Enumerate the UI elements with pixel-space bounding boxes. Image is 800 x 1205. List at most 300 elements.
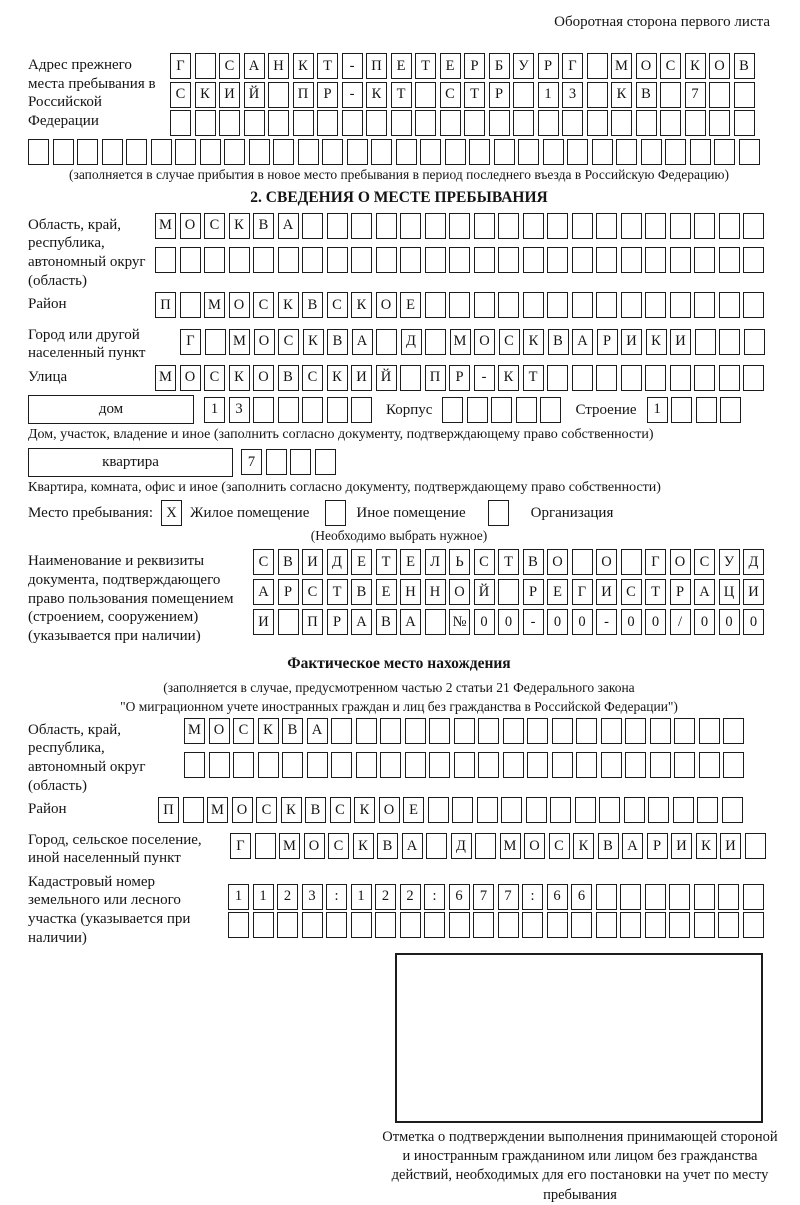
form-cell: С	[256, 797, 277, 823]
form-cell	[475, 833, 496, 859]
form-cell	[592, 139, 613, 165]
form-cell	[322, 139, 343, 165]
form-cell	[494, 139, 515, 165]
form-cell: Т	[376, 549, 397, 575]
form-cell	[596, 912, 617, 938]
form-cell	[219, 110, 240, 136]
form-cell	[474, 213, 495, 239]
form-cell	[645, 292, 666, 318]
form-cell: К	[611, 82, 632, 108]
prev-address-label: Адрес прежнего места пребывания в Российской Федерации	[28, 57, 156, 129]
form-cell: 3	[229, 397, 250, 423]
form-cell	[669, 912, 690, 938]
form-cell: Е	[403, 797, 424, 823]
form-cell: О	[547, 549, 568, 575]
form-cell	[709, 82, 730, 108]
form-cell: О	[229, 292, 250, 318]
form-cell: К	[258, 718, 279, 744]
form-cell: С	[660, 53, 681, 79]
form-cell: 0	[621, 609, 642, 635]
form-cell: 7	[685, 82, 706, 108]
apartment-caption: Квартира, комната, офис и иное (заполнить согласно документу, подтверждающему право собственности)	[28, 479, 661, 495]
form-cell	[425, 329, 446, 355]
form-cell: Р	[538, 53, 559, 79]
form-cell: М	[279, 833, 300, 859]
confirmation-mark-caption: Отметка о подтверждении выполнения принимающей стороной и иностранным гражданином или лицом без гражданства действий, необходимых для его постановки на учет по месту пребывания	[382, 1129, 778, 1203]
form-cell: -	[342, 82, 363, 108]
form-cell: 2	[277, 884, 298, 910]
form-cell: О	[709, 53, 730, 79]
form-cell: 0	[743, 609, 764, 635]
residence-label-dwelling: Жилое помещение	[190, 504, 310, 521]
form-cell: С	[474, 549, 495, 575]
form-cell	[674, 752, 695, 778]
form-cell	[331, 752, 352, 778]
form-cell	[625, 752, 646, 778]
form-cell: -	[474, 365, 495, 391]
form-cell: Т	[645, 579, 666, 605]
form-cell: В	[282, 718, 303, 744]
form-cell: Т	[415, 53, 436, 79]
form-cell	[317, 110, 338, 136]
form-cell	[690, 139, 711, 165]
stay-oblast-label: Область, край, республика, автономный округ (область)	[28, 216, 146, 289]
form-cell	[621, 247, 642, 273]
form-cell	[745, 833, 766, 859]
form-cell: Е	[391, 53, 412, 79]
form-cell: -	[523, 609, 544, 635]
residence-type-label: Место пребывания:	[28, 504, 153, 521]
actual-oblast-row-2	[184, 752, 744, 778]
form-cell: О	[379, 797, 400, 823]
form-cell: Р	[464, 53, 485, 79]
form-cell	[596, 365, 617, 391]
form-cell	[498, 247, 519, 273]
cadastre-block	[28, 870, 770, 947]
form-cell	[233, 752, 254, 778]
form-cell: Т	[464, 82, 485, 108]
form-cell	[645, 884, 666, 910]
form-cell	[621, 213, 642, 239]
form-cell	[268, 110, 289, 136]
form-cell	[669, 884, 690, 910]
form-cell: С	[440, 82, 461, 108]
form-cell	[253, 912, 274, 938]
actual-oblast-label: Область, край, республика, автономный округ (область)	[28, 721, 146, 794]
form-cell: :	[522, 884, 543, 910]
form-cell	[694, 213, 715, 239]
form-cell	[572, 247, 593, 273]
form-cell: 6	[571, 884, 592, 910]
form-cell	[151, 139, 172, 165]
form-cell	[567, 139, 588, 165]
form-cell	[426, 833, 447, 859]
form-cell: Н	[425, 579, 446, 605]
form-cell: :	[326, 884, 347, 910]
form-cell	[302, 912, 323, 938]
form-cell	[249, 139, 270, 165]
form-cell	[53, 139, 74, 165]
doc-row-1	[253, 549, 764, 575]
form-cell: Р	[647, 833, 668, 859]
actual-city-row	[230, 833, 766, 859]
actual-city-block	[28, 828, 770, 868]
form-cell: С	[302, 579, 323, 605]
form-cell: В	[523, 549, 544, 575]
actual-oblast-block	[28, 718, 770, 795]
form-cell	[734, 82, 755, 108]
form-cell: А	[352, 329, 373, 355]
form-cell	[518, 139, 539, 165]
form-cell: В	[253, 213, 274, 239]
form-cell: 1	[204, 397, 225, 423]
form-cell	[575, 797, 596, 823]
form-cell	[645, 365, 666, 391]
form-cell: С	[253, 292, 274, 318]
form-cell	[278, 609, 299, 635]
residence-checkbox-dwelling: X	[161, 500, 182, 526]
form-cell	[351, 213, 372, 239]
form-cell: 7	[473, 884, 494, 910]
form-cell	[723, 752, 744, 778]
form-cell	[204, 247, 225, 273]
form-cell	[380, 752, 401, 778]
form-cell: О	[209, 718, 230, 744]
form-cell	[513, 110, 534, 136]
form-cell: В	[376, 609, 397, 635]
stay-oblast-block	[28, 213, 770, 290]
form-cell: Р	[670, 579, 691, 605]
form-cell: П	[155, 292, 176, 318]
form-cell	[420, 139, 441, 165]
form-cell	[611, 110, 632, 136]
form-cell: Т	[391, 82, 412, 108]
form-cell	[576, 752, 597, 778]
form-cell	[720, 397, 741, 423]
sheet-side-note: Оборотная сторона первого листа	[554, 14, 770, 30]
form-cell: 0	[572, 609, 593, 635]
form-cell: Й	[376, 365, 397, 391]
form-cell	[552, 718, 573, 744]
form-cell	[673, 797, 694, 823]
form-cell	[376, 247, 397, 273]
cadastre-label: Кадастровый номер земельного или лесного участка (указывается при наличии)	[28, 873, 191, 946]
form-cell	[699, 752, 720, 778]
form-cell: О	[474, 329, 495, 355]
form-cell	[326, 912, 347, 938]
form-cell	[473, 912, 494, 938]
stay-street-label: Улица	[28, 368, 68, 385]
doc-label: Наименование и реквизиты документа, подтверждающего право пользования помещением (строением, сооружением) (указывается при наличии)	[28, 553, 234, 644]
form-cell: Ц	[719, 579, 740, 605]
form-cell: 2	[400, 884, 421, 910]
prev-address-row-2	[170, 82, 755, 108]
form-cell	[327, 247, 348, 273]
form-cell	[498, 292, 519, 318]
form-cell: Т	[523, 365, 544, 391]
form-cell	[467, 397, 488, 423]
form-cell	[621, 292, 642, 318]
form-cell	[445, 139, 466, 165]
form-cell: У	[513, 53, 534, 79]
form-cell: 0	[474, 609, 495, 635]
form-cell	[469, 139, 490, 165]
form-cell: 1	[351, 884, 372, 910]
form-cell	[449, 292, 470, 318]
form-cell	[180, 247, 201, 273]
prev-address-block	[28, 53, 770, 139]
form-cell	[440, 110, 461, 136]
form-cell	[478, 718, 499, 744]
form-cell: М	[155, 365, 176, 391]
form-cell: А	[622, 833, 643, 859]
form-cell: Й	[474, 579, 495, 605]
form-cell	[513, 82, 534, 108]
form-cell	[527, 752, 548, 778]
actual-rayon-label: Район	[28, 801, 67, 818]
form-cell	[498, 579, 519, 605]
form-cell	[572, 213, 593, 239]
house-cells	[204, 397, 372, 423]
form-cell: 1	[647, 397, 668, 423]
form-cell	[670, 247, 691, 273]
cadastre-row-1	[228, 884, 764, 910]
form-cell: С	[499, 329, 520, 355]
form-cell	[547, 912, 568, 938]
form-cell	[596, 292, 617, 318]
form-cell: №	[449, 609, 470, 635]
form-cell: И	[671, 833, 692, 859]
form-cell	[396, 139, 417, 165]
form-cell: О	[180, 213, 201, 239]
form-cell	[743, 213, 764, 239]
form-cell: О	[253, 365, 274, 391]
stay-rayon-block	[28, 292, 770, 321]
form-cell	[719, 365, 740, 391]
form-cell	[277, 912, 298, 938]
form-cell	[391, 110, 412, 136]
form-cell	[424, 912, 445, 938]
form-cell: А	[351, 609, 372, 635]
form-cell	[503, 752, 524, 778]
form-cell: Т	[498, 549, 519, 575]
form-cell	[527, 718, 548, 744]
form-cell	[102, 139, 123, 165]
form-cell	[425, 609, 446, 635]
form-cell	[205, 329, 226, 355]
form-cell: С	[302, 365, 323, 391]
form-cell	[180, 292, 201, 318]
form-cell: И	[621, 329, 642, 355]
actual-rayon-block	[28, 797, 770, 826]
form-cell	[587, 82, 608, 108]
form-cell	[670, 292, 691, 318]
form-cell: А	[572, 329, 593, 355]
stroenie-cells	[647, 397, 742, 423]
form-cell: 3	[562, 82, 583, 108]
form-cell	[694, 884, 715, 910]
form-cell	[670, 365, 691, 391]
stay-rayon-label: Район	[28, 296, 67, 313]
form-cell	[572, 292, 593, 318]
form-cell	[258, 752, 279, 778]
stay-street-block	[28, 365, 770, 394]
form-cell	[547, 247, 568, 273]
form-cell: К	[281, 797, 302, 823]
form-cell: К	[696, 833, 717, 859]
form-cell: М	[155, 213, 176, 239]
form-cell	[290, 449, 311, 475]
form-cell: С	[694, 549, 715, 575]
form-cell	[28, 139, 49, 165]
form-cell: К	[278, 292, 299, 318]
form-cell	[376, 329, 397, 355]
form-cell: Й	[244, 82, 265, 108]
form-cell: Е	[400, 292, 421, 318]
form-cell	[522, 912, 543, 938]
form-cell: Е	[376, 579, 397, 605]
form-cell	[266, 449, 287, 475]
form-cell	[645, 247, 666, 273]
form-cell	[734, 110, 755, 136]
form-cell	[449, 213, 470, 239]
form-cell	[670, 213, 691, 239]
form-cell	[449, 247, 470, 273]
form-cell	[562, 110, 583, 136]
doc-row-3	[253, 609, 764, 635]
form-cell: И	[302, 549, 323, 575]
form-cell	[278, 247, 299, 273]
section-2-heading: 2. СВЕДЕНИЯ О МЕСТЕ ПРЕБЫВАНИЯ	[250, 188, 548, 206]
stay-city-row	[180, 329, 765, 355]
form-cell	[601, 718, 622, 744]
form-cell	[694, 247, 715, 273]
form-cell	[175, 139, 196, 165]
form-cell: С	[233, 718, 254, 744]
form-cell	[273, 139, 294, 165]
form-cell: А	[400, 609, 421, 635]
form-cell	[620, 912, 641, 938]
form-cell: В	[598, 833, 619, 859]
form-cell	[636, 110, 657, 136]
form-cell: В	[305, 797, 326, 823]
form-cell	[601, 752, 622, 778]
stay-oblast-row-2	[155, 247, 764, 273]
form-cell: И	[253, 609, 274, 635]
house-box-label: дом	[28, 395, 194, 424]
form-cell	[302, 397, 323, 423]
form-cell: 0	[547, 609, 568, 635]
residence-label-other: Иное помещение	[356, 504, 466, 521]
form-cell	[375, 912, 396, 938]
form-cell	[155, 247, 176, 273]
form-cell	[477, 797, 498, 823]
form-cell	[543, 139, 564, 165]
form-cell: К	[523, 329, 544, 355]
form-cell	[501, 797, 522, 823]
form-cell: 2	[375, 884, 396, 910]
form-cell: В	[278, 549, 299, 575]
form-cell: М	[204, 292, 225, 318]
form-cell: А	[694, 579, 715, 605]
form-cell	[268, 82, 289, 108]
form-cell: К	[646, 329, 667, 355]
form-cell	[183, 797, 204, 823]
form-cell	[547, 213, 568, 239]
form-cell	[278, 397, 299, 423]
form-cell	[743, 884, 764, 910]
form-cell	[489, 110, 510, 136]
form-cell: В	[734, 53, 755, 79]
form-cell	[620, 884, 641, 910]
form-cell: К	[354, 797, 375, 823]
korpus-cells	[442, 397, 561, 423]
form-cell: Е	[400, 549, 421, 575]
form-cell: О	[670, 549, 691, 575]
form-cell	[400, 213, 421, 239]
form-cell: К	[195, 82, 216, 108]
form-cell	[526, 797, 547, 823]
form-cell	[425, 213, 446, 239]
form-cell	[195, 110, 216, 136]
form-cell	[719, 292, 740, 318]
form-cell	[694, 292, 715, 318]
form-cell	[366, 110, 387, 136]
form-cell: Р	[489, 82, 510, 108]
form-cell: П	[425, 365, 446, 391]
form-cell: С	[327, 292, 348, 318]
house-caption: Дом, участок, владение и иное (заполнить согласно документу, подтверждающему право собственности)	[28, 427, 654, 443]
form-cell: Р	[327, 609, 348, 635]
form-cell: М	[500, 833, 521, 859]
form-cell: О	[596, 549, 617, 575]
form-cell	[523, 213, 544, 239]
form-cell	[77, 139, 98, 165]
form-cell	[170, 110, 191, 136]
form-cell: Е	[440, 53, 461, 79]
form-cell	[685, 110, 706, 136]
residence-label-organization: Организация	[530, 504, 614, 521]
form-cell: Г	[562, 53, 583, 79]
prev-address-row-4	[28, 139, 770, 165]
form-cell	[351, 397, 372, 423]
form-cell	[719, 329, 740, 355]
form-cell: С	[278, 329, 299, 355]
form-cell: Н	[268, 53, 289, 79]
form-cell	[665, 139, 686, 165]
form-cell	[645, 912, 666, 938]
form-cell: У	[719, 549, 740, 575]
form-cell	[540, 397, 561, 423]
form-cell: В	[377, 833, 398, 859]
form-cell	[428, 797, 449, 823]
form-cell	[596, 884, 617, 910]
stay-street-row	[155, 365, 764, 391]
form-cell	[523, 292, 544, 318]
form-cell: С	[253, 549, 274, 575]
form-cell	[351, 912, 372, 938]
actual-rayon-row	[158, 797, 743, 823]
form-cell	[253, 247, 274, 273]
form-cell	[648, 797, 669, 823]
form-cell: С	[328, 833, 349, 859]
form-cell	[550, 797, 571, 823]
apartment-box-label: квартира	[28, 448, 233, 477]
form-cell	[503, 718, 524, 744]
form-cell	[498, 912, 519, 938]
form-cell	[491, 397, 512, 423]
form-cell: М	[184, 718, 205, 744]
